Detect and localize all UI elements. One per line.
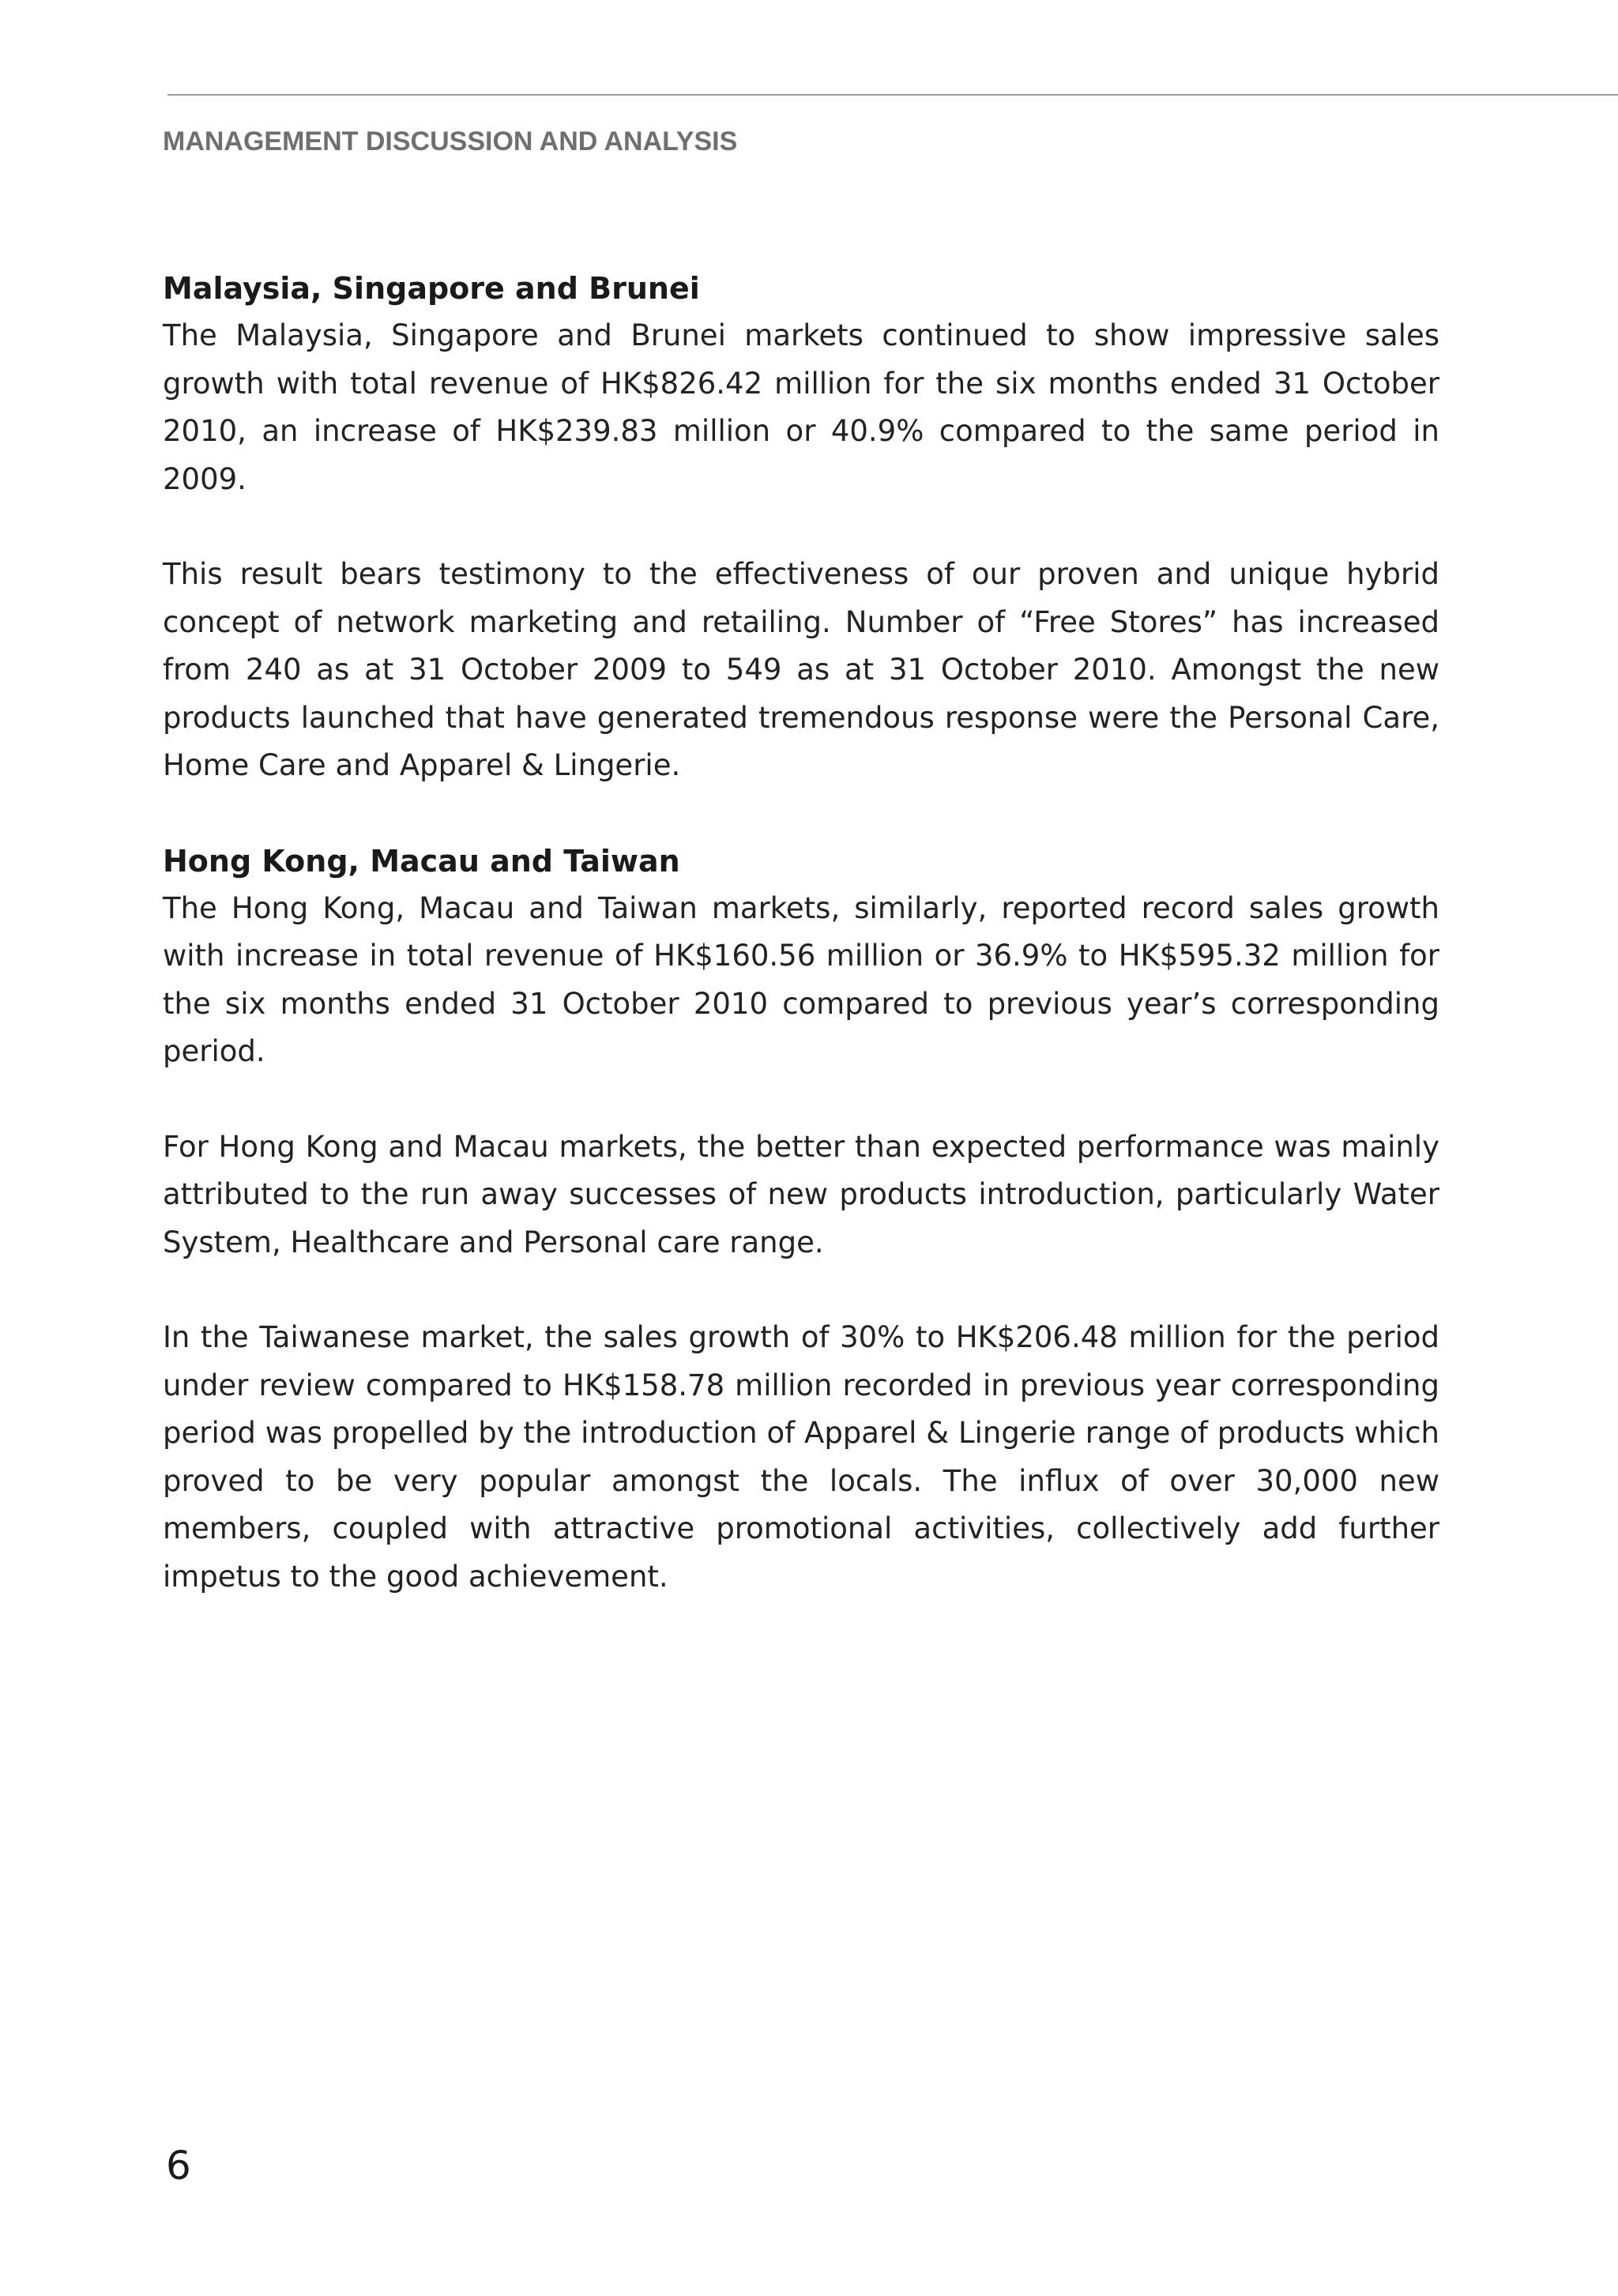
body-paragraph: In the Taiwanese market, the sales growth of 30% to HK$206.48 million for the period under review compared to HK$158.78 million recorded in previous year corresponding period was propelled by the introduction of Apparel & Lingerie range of products which proved to be very popular amongst the locals. The influx of over 30,000 new members, coupled with attractive promotional activities, collectively add further impetus to the good achievement. [163,1320,1439,1594]
body-paragraph: This result bears testimony to the effectiveness of our proven and unique hybrid concept of network marketing and retailing. Number of “Free Stores” has increased from 240 as at 31 October 2009 to 549 as at 31 October 2010. Amongst the new products launched that have generated tremendous response were the Personal Care, Home Care and Apparel & Lingerie. [163,557,1439,782]
section-malaysia-singapore-brunei [163,265,1439,790]
section-heading: Hong Kong, Macau and Taiwan [163,843,680,879]
section-hong-kong-macau-taiwan [163,837,1439,1602]
body-paragraph: For Hong Kong and Macau markets, the better than expected performance was mainly attributed to the run away successes of new products introduction, particularly Water System, Healthcare and Personal care range. [163,1129,1439,1259]
running-header: MANAGEMENT DISCUSSION AND ANALYSIS [163,126,738,156]
section-heading: Malaysia, Singapore and Brunei [163,271,700,306]
main-content [163,265,1439,1648]
body-paragraph: The Hong Kong, Macau and Taiwan markets, similarly, reported record sales growth with increase in total revenue of HK$160.56 million or 36.9% to HK$595.32 million for the six months ended 31 October 2010 compared to previous year’s corresponding period. [163,890,1439,1068]
header-rule [167,94,1618,96]
body-paragraph: The Malaysia, Singapore and Brunei markets continued to show impressive sales growth with total revenue of HK$826.42 million for the six months ended 31 October 2010, an increase of HK$239.83 million or 40.9% compared to the same period in 2009. [163,318,1439,496]
page-number: 6 [166,2143,191,2189]
